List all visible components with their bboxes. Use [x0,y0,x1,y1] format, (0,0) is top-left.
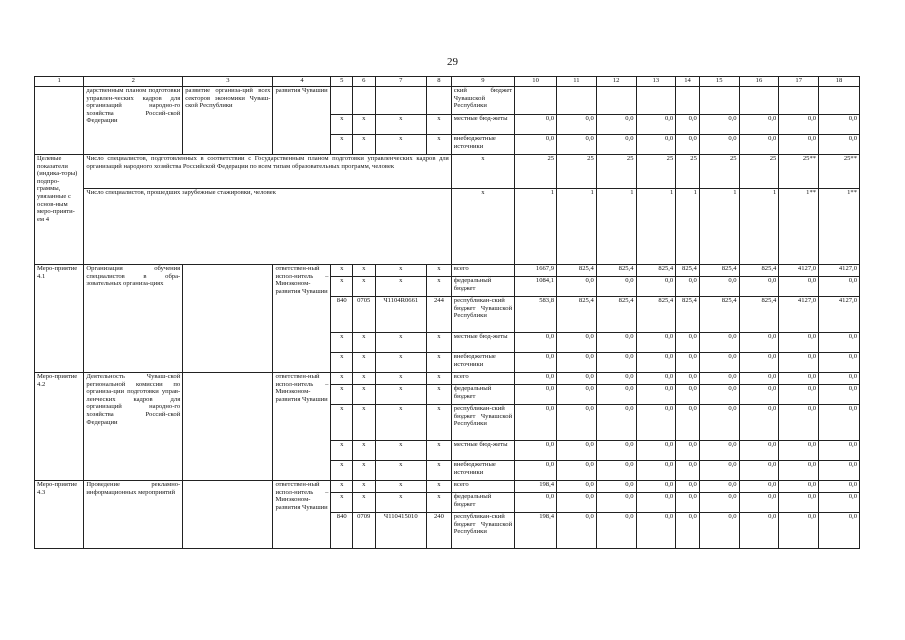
value-cell: 0,0 [739,405,779,441]
value-cell: 825,4 [557,265,597,277]
code-cell: x [352,385,375,405]
column-header: 7 [375,77,427,87]
column-header: 16 [739,77,779,87]
value-cell: 0,0 [515,385,557,405]
code-cell: x [331,461,352,481]
column-header: 17 [779,77,819,87]
value-cell: 0,0 [819,115,860,135]
value-cell: 0,0 [515,461,557,481]
value-cell: 0,0 [515,353,557,373]
value-cell: 25** [779,155,819,189]
value-cell: 825,4 [739,265,779,277]
value-cell: 0,0 [676,513,700,549]
value-cell: 0,0 [739,277,779,297]
code-cell: x [352,405,375,441]
value-cell: 0,0 [699,385,739,405]
value-cell: 0,0 [596,441,636,461]
value-cell: 25 [636,155,676,189]
code-cell: 244 [427,297,452,333]
activity-name: Меро-приятие 4.3 [35,481,84,549]
table-cell [739,87,779,115]
funding-source-cell: всего [451,265,514,277]
funding-source-cell: федеральный бюджет [451,385,514,405]
code-cell: x [331,277,352,297]
funding-source-cell: внебюджетные источники [451,461,514,481]
funding-source-cell: всего [451,373,514,385]
code-cell: x [352,441,375,461]
code-cell: x [331,441,352,461]
value-cell: 0,0 [515,135,557,155]
value-cell: 0,0 [739,115,779,135]
value-cell: 825,4 [596,297,636,333]
funding-source-cell: местные бюд-жеты [451,441,514,461]
indicator-text: Число специалистов, прошедших зарубежные стажировки, человек [84,189,451,265]
value-cell: 1667,9 [515,265,557,277]
value-cell: 583,8 [515,297,557,333]
value-cell: 0,0 [676,277,700,297]
code-cell: x [331,135,352,155]
value-cell: 0,0 [636,277,676,297]
column-header: 4 [273,77,331,87]
column-header: 14 [676,77,700,87]
value-cell: 0,0 [596,135,636,155]
empty-cell [35,87,84,155]
value-cell: 0,0 [636,405,676,441]
value-cell: 0,0 [596,405,636,441]
empty-cell [183,265,273,373]
value-cell: 0,0 [779,115,819,135]
funding-source-cell: всего [451,481,514,493]
header-row [35,77,860,87]
value-cell: 25 [596,155,636,189]
value-cell: 0,0 [636,115,676,135]
column-header: 5 [331,77,352,87]
table-cell [596,87,636,115]
table-cell: x [451,155,514,189]
code-cell: x [427,115,452,135]
value-cell: 0,0 [676,493,700,513]
empty-cell [183,373,273,481]
table-cell [819,87,860,115]
activity-description: Организация обучения специалистов в обра-зовательных организа-циях [84,265,183,373]
value-cell: 4127,0 [779,265,819,277]
value-cell: 0,0 [676,481,700,493]
value-cell: 0,0 [819,333,860,353]
value-cell: 4127,0 [819,297,860,333]
value-cell: 1084,1 [515,277,557,297]
value-cell: 0,0 [636,353,676,373]
activity-name: Меро-приятие 4.1 [35,265,84,373]
value-cell: 1 [739,189,779,265]
value-cell: 0,0 [779,277,819,297]
value-cell: 0,0 [739,333,779,353]
column-header: 18 [819,77,860,87]
activity-row [35,265,860,277]
column-header: 9 [451,77,514,87]
code-cell: x [375,277,427,297]
value-cell: 0,0 [739,135,779,155]
code-cell: x [331,115,352,135]
empty-cell [183,481,273,549]
value-cell: 0,0 [739,493,779,513]
value-cell: 0,0 [676,115,700,135]
value-cell: 0,0 [739,373,779,385]
activity-row [35,481,860,493]
code-cell: x [375,385,427,405]
value-cell: 0,0 [557,385,597,405]
funding-source-cell: республикан-ский бюджет Чувашской Республики [451,297,514,333]
value-cell: 0,0 [636,385,676,405]
code-cell: x [331,265,352,277]
value-cell: 4127,0 [779,297,819,333]
funding-source-cell: местные бюд-жеты [451,115,514,135]
value-cell: 0,0 [676,405,700,441]
code-cell: x [427,265,452,277]
column-header: 12 [596,77,636,87]
code-cell: x [331,493,352,513]
value-cell: 1 [515,189,557,265]
code-cell: 0705 [352,297,375,333]
responsible-cell: ответствен-ный испол-нитель – Минэконом-развития Чувашии [273,265,331,373]
value-cell: 0,0 [699,493,739,513]
value-cell: 0,0 [779,481,819,493]
value-cell: 825,4 [739,297,779,333]
budget-table [34,76,860,549]
value-cell: 0,0 [557,135,597,155]
value-cell: 198,4 [515,513,557,549]
code-cell: x [331,353,352,373]
code-cell: x [427,493,452,513]
value-cell: 0,0 [699,115,739,135]
value-cell: 0,0 [596,277,636,297]
value-cell: 0,0 [557,373,597,385]
code-cell: x [331,481,352,493]
value-cell: 1** [779,189,819,265]
value-cell: 1** [819,189,860,265]
value-cell: 25 [676,155,700,189]
value-cell: 0,0 [676,135,700,155]
value-cell: 0,0 [596,333,636,353]
page-number: 29 [447,56,458,68]
column-header: 10 [515,77,557,87]
column-header: 15 [699,77,739,87]
value-cell: 0,0 [676,385,700,405]
value-cell: 1 [699,189,739,265]
value-cell: 0,0 [699,405,739,441]
goal-cell: развитие организа-ций всех секторов экономики Чуваш-ской Республики [183,87,273,155]
activity-name: Меро-приятие 4.2 [35,373,84,481]
value-cell: 0,0 [636,441,676,461]
value-cell: 0,0 [739,441,779,461]
value-cell: 0,0 [596,493,636,513]
table-row [35,87,860,115]
value-cell: 0,0 [819,461,860,481]
value-cell: 25 [515,155,557,189]
code-cell: x [375,461,427,481]
code-cell: x [331,385,352,405]
value-cell: 25 [699,155,739,189]
funding-source-cell: республикан-ский бюджет Чувашской Республики [451,405,514,441]
value-cell: 0,0 [557,115,597,135]
value-cell: 0,0 [596,353,636,373]
value-cell: 0,0 [819,493,860,513]
value-cell: 1 [636,189,676,265]
value-cell: 0,0 [557,405,597,441]
table-cell [636,87,676,115]
value-cell: 0,0 [636,513,676,549]
code-cell: x [375,135,427,155]
value-cell: 0,0 [596,461,636,481]
value-cell: 0,0 [739,353,779,373]
activity-description: Проведение рекламно-информационных мероприятий [84,481,183,549]
activity-description: Деятельность Чуваш-ской региональной комиссии по организа-ции подготовки управ-ленческих кадров для организаций народно-го хозяйства Россий-ской Федерации [84,373,183,481]
value-cell: 0,0 [699,333,739,353]
responsible-cell: ответствен-ный испол-нитель – Минэконом-развития Чувашии [273,481,331,549]
funding-source-cell: республикан-ский бюджет Чувашской Республики [451,513,514,549]
table-cell [375,87,427,115]
value-cell: 0,0 [557,493,597,513]
code-cell: x [352,135,375,155]
code-cell: x [427,481,452,493]
value-cell: 825,4 [636,297,676,333]
code-cell: x [331,333,352,353]
value-cell: 0,0 [676,441,700,461]
value-cell: 0,0 [557,277,597,297]
code-cell: x [331,405,352,441]
code-cell: x [375,405,427,441]
value-cell: 0,0 [636,373,676,385]
value-cell: 0,0 [699,373,739,385]
value-cell: 0,0 [557,333,597,353]
value-cell: 0,0 [557,461,597,481]
funding-source-cell: местные бюд-жеты [451,333,514,353]
value-cell: 25** [819,155,860,189]
code-cell: 240 [427,513,452,549]
value-cell: 0,0 [515,405,557,441]
value-cell: 0,0 [636,481,676,493]
value-cell: 0,0 [819,481,860,493]
responsible-cell: развития Чувашии [273,87,331,155]
column-header: 8 [427,77,452,87]
value-cell: 0,0 [739,461,779,481]
value-cell: 0,0 [699,353,739,373]
value-cell: 0,0 [699,461,739,481]
value-cell: 0,0 [596,481,636,493]
code-cell: x [352,333,375,353]
code-cell: x [427,461,452,481]
value-cell: 25 [739,155,779,189]
value-cell: 0,0 [515,373,557,385]
value-cell: 1 [557,189,597,265]
funding-source-cell: внебюджетные источники [451,353,514,373]
value-cell: 0,0 [779,333,819,353]
column-header: 6 [352,77,375,87]
value-cell: 825,4 [699,297,739,333]
code-cell: Ч110415010 [375,513,427,549]
code-cell: x [375,373,427,385]
code-cell: x [427,405,452,441]
value-cell: 0,0 [676,373,700,385]
value-cell: 0,0 [779,513,819,549]
value-cell: 0,0 [515,493,557,513]
value-cell: 0,0 [557,513,597,549]
code-cell: x [352,277,375,297]
code-cell: x [352,373,375,385]
column-header: 3 [183,77,273,87]
funding-source-cell: ский бюджет Чувашской Республики [451,87,514,115]
value-cell: 0,0 [699,441,739,461]
value-cell: 0,0 [779,385,819,405]
table-cell [515,87,557,115]
funding-source-cell: федеральный бюджет [451,493,514,513]
indicator-text: Число специалистов, подготовленных в соответствии с Государственным планом подготовки управленческих кадров для организаций народного хозяйства Российской Федерации по всем типам образовательных программ, человек [84,155,451,189]
code-cell: x [352,115,375,135]
table-cell [779,87,819,115]
value-cell: 0,0 [779,353,819,373]
code-cell: 0709 [352,513,375,549]
value-cell: 825,4 [676,297,700,333]
value-cell: 0,0 [819,277,860,297]
value-cell: 0,0 [676,333,700,353]
code-cell: x [375,353,427,373]
table-cell [699,87,739,115]
value-cell: 0,0 [819,373,860,385]
code-cell: x [427,333,452,353]
code-cell: x [375,115,427,135]
value-cell: 0,0 [819,385,860,405]
code-cell: x [352,353,375,373]
value-cell: 1 [676,189,700,265]
column-header: 1 [35,77,84,87]
value-cell: 825,4 [699,265,739,277]
value-cell: 0,0 [779,441,819,461]
table-cell: x [451,189,514,265]
column-header: 11 [557,77,597,87]
value-cell: 0,0 [819,353,860,373]
value-cell: 0,0 [819,441,860,461]
code-cell: x [375,441,427,461]
column-header: 2 [84,77,183,87]
code-cell: x [352,265,375,277]
value-cell: 0,0 [515,333,557,353]
value-cell: 0,0 [699,135,739,155]
target-row [35,155,860,189]
code-cell: x [427,353,452,373]
description-cell: дарственным планом подготовки управлен-ческих кадров для организаций народно-го хозяйства Россий-ской Федерации [84,87,183,155]
value-cell: 825,4 [676,265,700,277]
code-cell: x [352,493,375,513]
code-cell: x [352,461,375,481]
table-cell [352,87,375,115]
code-cell: x [427,135,452,155]
value-cell: 0,0 [596,385,636,405]
value-cell: 0,0 [699,277,739,297]
value-cell: 825,4 [636,265,676,277]
value-cell: 0,0 [819,513,860,549]
value-cell: 825,4 [596,265,636,277]
value-cell: 1 [596,189,636,265]
value-cell: 0,0 [596,373,636,385]
value-cell: 0,0 [557,481,597,493]
value-cell: 0,0 [779,405,819,441]
value-cell: 825,4 [557,297,597,333]
value-cell: 0,0 [596,115,636,135]
value-cell: 0,0 [557,353,597,373]
target-row [35,189,860,265]
value-cell: 198,4 [515,481,557,493]
value-cell: 0,0 [636,461,676,481]
code-cell: Ч1104R0661 [375,297,427,333]
code-cell: 840 [331,513,352,549]
targets-label: Целевые показатели (индика-торы) подпро-граммы, увязанные с основ-ным меро-прияти-ем 4 [35,155,84,265]
code-cell: x [375,265,427,277]
code-cell: x [427,373,452,385]
value-cell: 0,0 [699,481,739,493]
value-cell: 4127,0 [819,265,860,277]
value-cell: 0,0 [636,135,676,155]
value-cell: 0,0 [515,115,557,135]
table-cell [427,87,452,115]
code-cell: x [375,333,427,353]
funding-source-cell: федеральный бюджет [451,277,514,297]
code-cell: 840 [331,297,352,333]
table-cell [331,87,352,115]
funding-source-cell: внебюджетные источники [451,135,514,155]
code-cell: x [427,385,452,405]
value-cell: 0,0 [636,493,676,513]
value-cell: 0,0 [596,513,636,549]
responsible-cell: ответствен-ный испол-нитель – Минэконом-развития Чувашии [273,373,331,481]
value-cell: 0,0 [636,333,676,353]
value-cell: 0,0 [676,461,700,481]
value-cell: 0,0 [739,481,779,493]
code-cell: x [331,373,352,385]
activity-row [35,373,860,385]
table-cell [557,87,597,115]
code-cell: x [427,277,452,297]
value-cell: 0,0 [699,513,739,549]
code-cell: x [375,493,427,513]
value-cell: 25 [557,155,597,189]
value-cell: 0,0 [739,385,779,405]
value-cell: 0,0 [819,405,860,441]
value-cell: 0,0 [515,441,557,461]
column-header: 13 [636,77,676,87]
table-cell [676,87,700,115]
value-cell: 0,0 [819,135,860,155]
value-cell: 0,0 [779,461,819,481]
value-cell: 0,0 [676,353,700,373]
value-cell: 0,0 [779,373,819,385]
value-cell: 0,0 [739,513,779,549]
code-cell: x [352,481,375,493]
code-cell: x [427,441,452,461]
value-cell: 0,0 [779,493,819,513]
value-cell: 0,0 [557,441,597,461]
value-cell: 0,0 [779,135,819,155]
code-cell: x [375,481,427,493]
